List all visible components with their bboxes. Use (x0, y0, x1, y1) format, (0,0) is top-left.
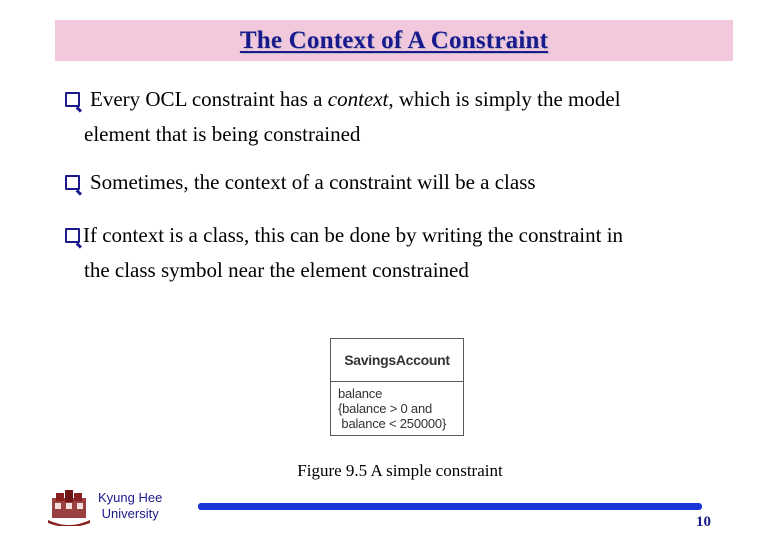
uml-constraint-line-1: {balance > 0 and (338, 401, 433, 416)
bullet-2 (65, 165, 745, 200)
checkbox-bullet-icon (65, 228, 80, 243)
bullet-1-text-post: , which is simply the model (388, 87, 621, 111)
bullet-3-text: If context is a class, this can be done by writing the constraint in (83, 223, 624, 247)
bullet-2-text: Sometimes, the context of a constraint will be a class (90, 170, 536, 194)
bullet-3 (65, 218, 745, 288)
title-bar (55, 20, 733, 61)
bullet-1-text-italic: context (327, 87, 389, 111)
figure-caption: Figure 9.5 A simple constraint (297, 461, 503, 480)
uml-class-diagram (330, 338, 464, 436)
footer-divider-bar (198, 503, 702, 510)
checkbox-bullet-icon (65, 175, 80, 190)
uml-constraint-line-2: balance < 250000} (338, 416, 447, 431)
slide-title: The Context of A Constraint (239, 26, 549, 54)
uml-attribute: balance (338, 386, 383, 401)
university-name-line-1: Kyung Hee (98, 490, 163, 505)
university-name (98, 490, 162, 522)
university-name-line-2: University (101, 506, 159, 521)
checkbox-bullet-icon (65, 92, 80, 107)
uml-class-body (331, 382, 463, 431)
bullet-1-line-2: element that is being constrained (84, 122, 361, 146)
bullet-1 (65, 82, 745, 152)
university-logo-icon (48, 490, 90, 526)
uml-class-name: SavingsAccount (331, 339, 463, 382)
bullet-1-text-pre: Every OCL constraint has a (90, 87, 328, 111)
page-number: 10 (696, 514, 711, 530)
bullet-3-line-2: the class symbol near the element constrained (84, 258, 469, 282)
